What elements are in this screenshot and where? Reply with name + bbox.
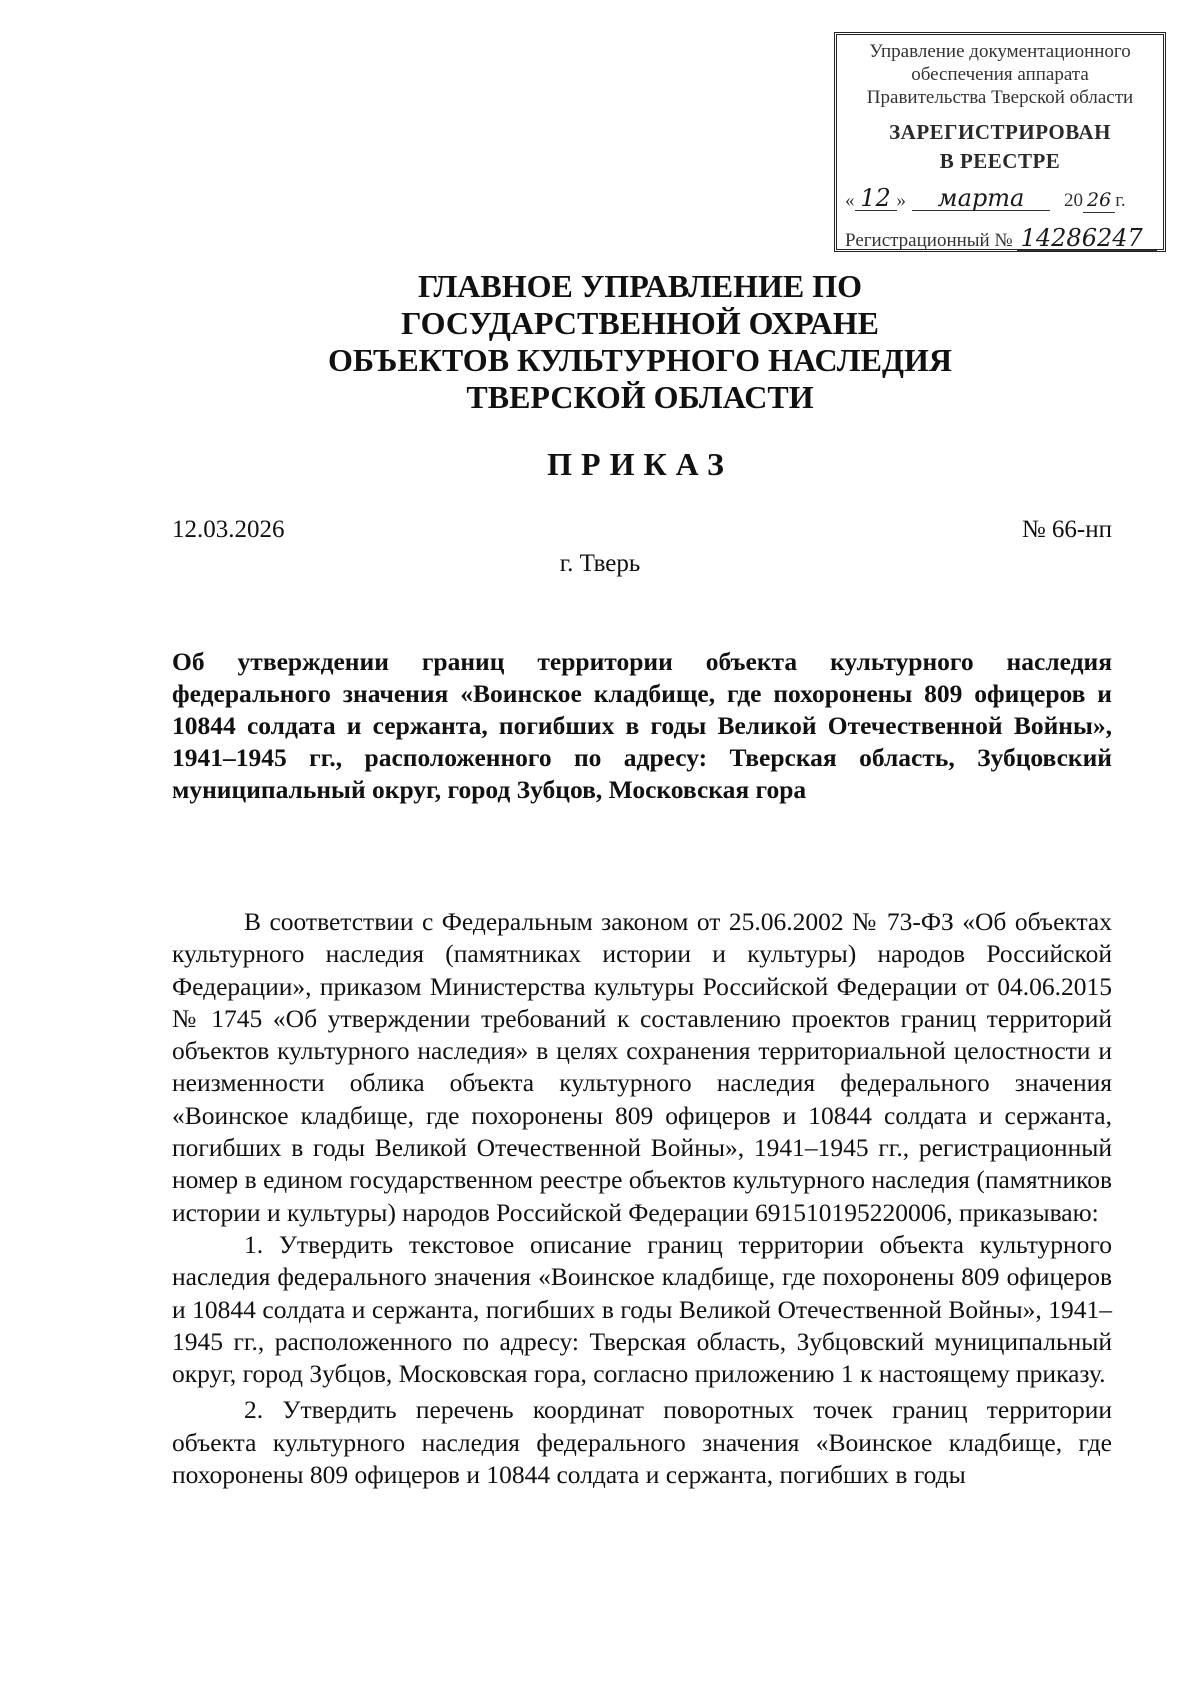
stamp-org-line: обеспечения аппарата xyxy=(911,64,1089,85)
document-number: № 66-нп xyxy=(1021,516,1112,543)
body-preamble: В соответствии с Федеральным законом от 25.06.2002 № 73-ФЗ «Об объектах культурного наследия (памятниках истории и культуры) народов Российской Федерации», приказом Министерства культуры Российской Федерации от 04.06.2015 № 1745 «Об утверждении требований к составлению проектов границ территорий объектов культурного наследия» в целях сохранения территориальной целостности и неизменности облика объекта культурного наследия федерального значения «Воинское кладбище, где похоронены 809 офицеров и 10844 солдата и сержанта, погибших в годы Великой Отечественной Войны», 1941–1945 гг., регистрационный номер в едином государственном реестре объектов культурного наследия (памятников истории и культуры) народов Российской Федерации 691510195220006, приказываю: xyxy=(172,907,1112,1227)
stamp-date-close-quote: » xyxy=(896,190,906,211)
document-date: 12.03.2026 xyxy=(172,516,285,543)
stamp-registered xyxy=(837,119,1163,175)
stamp-reg-number: 14286247 xyxy=(1017,227,1157,251)
stamp-year-prefix: 20 xyxy=(1064,190,1083,211)
stamp-date-day: 12 xyxy=(855,187,897,211)
stamp-reg-label: Регистрационный № xyxy=(845,230,1013,251)
registration-stamp xyxy=(834,32,1166,252)
body-item-1: 1. Утвердить текстовое описание границ территории объекта культурного наследия федерального значения «Воинское кладбище, где похоронены 809 офицеров и 10844 солдата и сержанта, погибших в годы Великой Отечественной Войны», 1941–1945 гг., расположенного по адресу: Тверская область, Зубцовский муниципальный округ, город Зубцов, Московская гора, согласно приложению 1 к настоящему приказу. xyxy=(172,1229,1112,1389)
document-body xyxy=(172,906,1112,1491)
document-type: ПРИКАЗ xyxy=(547,446,733,482)
heading-line: ОБЪЕКТОВ КУЛЬТУРНОГО НАСЛЕДИЯ xyxy=(328,342,952,378)
stamp-date-month: марта xyxy=(912,187,1050,211)
document-city: г. Тверь xyxy=(559,550,641,577)
body-item-2: 2. Утвердить перечень координат поворотных точек границ территории объекта культурного наследия федерального значения «Воинское кладбище, где похоронены 809 офицеров и 10844 солдата и сержанта, погибших в годы xyxy=(172,1395,1112,1490)
heading-line: ТВЕРСКОЙ ОБЛАСТИ xyxy=(466,379,814,415)
document-title: Об утверждении границ территории объекта культурного наследия федерального значения «Воинское кладбище, где похоронены 809 офицеров и 10844 солдата и сержанта, погибших в годы Великой Отечественной Войны», 1941–1945 гг., расположенного по адресу: Тверская область, Зубцовский муниципальный округ, город Зубцов, Московская гора xyxy=(172,647,1112,804)
stamp-date-open-quote: « xyxy=(845,190,855,211)
stamp-year-suffix: 26 xyxy=(1083,189,1115,213)
organization-heading xyxy=(140,268,1140,416)
stamp-registered-line: ЗАРЕГИСТРИРОВАН xyxy=(889,120,1111,144)
stamp-org-line: Управление документационного xyxy=(869,41,1131,62)
heading-line: ГЛАВНОЕ УПРАВЛЕНИЕ ПО xyxy=(417,268,863,304)
stamp-registered-line: В РЕЕСТРЕ xyxy=(939,149,1061,173)
stamp-date-line xyxy=(845,184,1157,213)
heading-line: ГОСУДАРСТВЕННОЙ ОХРАНЕ xyxy=(401,305,879,341)
stamp-org-line: Правительства Тверской области xyxy=(866,87,1134,108)
stamp-reg-line xyxy=(845,224,1157,252)
stamp-year-unit: г. xyxy=(1115,190,1126,211)
